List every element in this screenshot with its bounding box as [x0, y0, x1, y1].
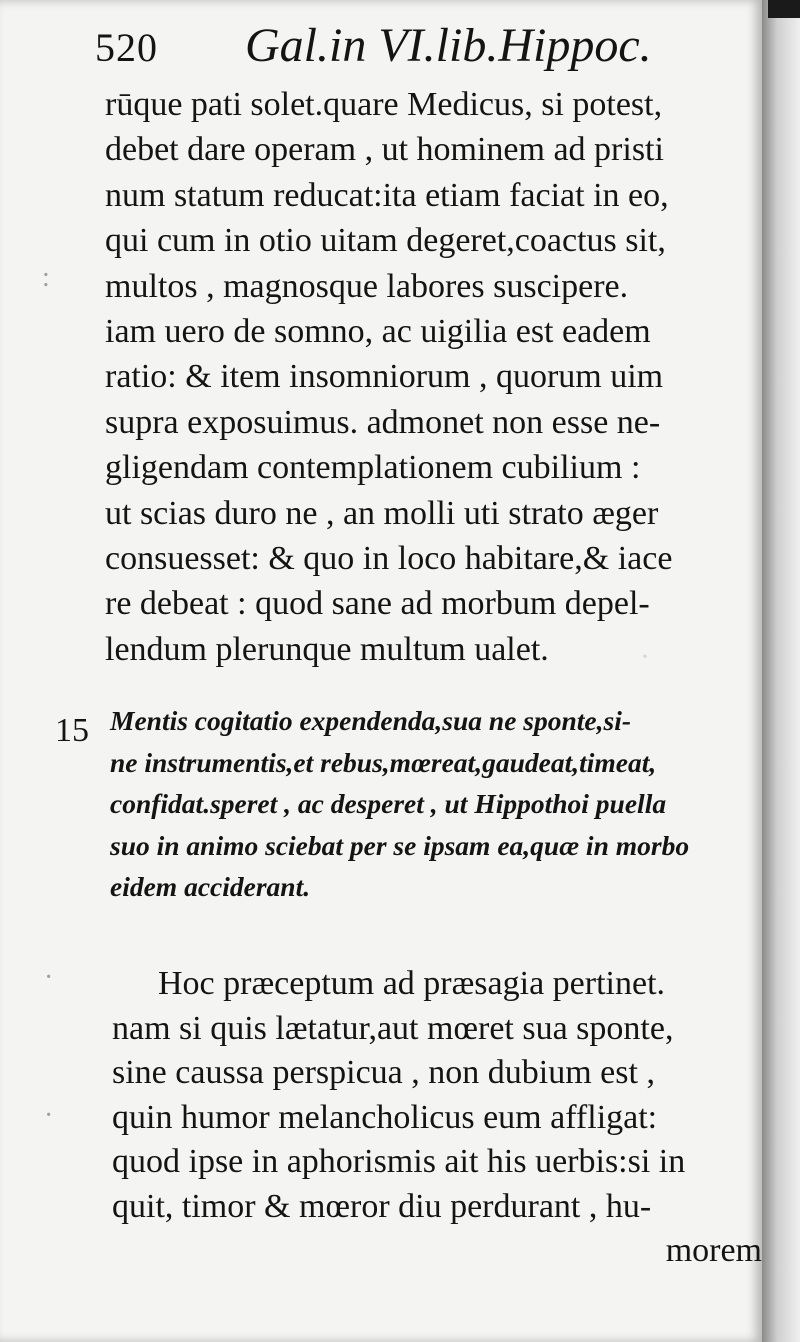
text-line: consuesset: & quo in loco habitare,& iace: [105, 540, 673, 578]
margin-mark: ·: [44, 1100, 54, 1131]
margin-mark: ·: [44, 962, 54, 993]
bleed-through-text: ·: [640, 640, 650, 673]
text-line: iam uero de somno, ac uigilia est eadem: [105, 313, 651, 351]
text-line: debet dare operam , ut hominem ad pristi: [105, 131, 664, 169]
commentary-line: nam si quis lætatur,aut mœret sua sponte,: [112, 1009, 674, 1047]
commentary-line: Hoc præceptum ad præsagia pertinet.: [158, 965, 666, 1002]
lemma-number: 15: [55, 712, 89, 749]
commentary-line: sine caussa perspicua , non dubium est ,: [112, 1054, 655, 1091]
text-line: ratio: & item insomniorum , quorum uim: [105, 358, 664, 396]
catchword: morem: [665, 1232, 762, 1269]
lemma-line: suo in animo sciebat per se ipsam ea,quæ in morbo: [110, 829, 690, 861]
commentary-line: quin humor melancholicus eum affligat:: [112, 1098, 658, 1136]
text-line: re debeat : quod sane ad morbum depel-: [105, 585, 650, 623]
margin-mark: :: [42, 262, 50, 293]
commentary-line: quit, timor & mœror diu perdurant , hu-: [112, 1187, 652, 1225]
text-line: multos , magnosque labores suscipere.: [105, 267, 629, 305]
text-line: ut scias duro ne , an molli uti strato æger: [105, 494, 659, 532]
text-line: rūque pati solet.quare Medicus, si potest,: [105, 86, 663, 123]
page-number: 520: [95, 25, 158, 70]
text-line: lendum plerunque multum ualet.: [105, 630, 549, 668]
body-text: [105, 82, 755, 672]
commentary-text: [112, 962, 762, 1274]
lemma-text: [110, 700, 760, 908]
lemma-line: confidat.speret , ac desperet , ut Hippothoi puella: [110, 788, 667, 820]
scan-edge: [768, 0, 800, 18]
book-gutter: [762, 0, 800, 1342]
text-line: num statum reducat:ita etiam faciat in eo,: [105, 176, 669, 214]
text-line: qui cum in otio uitam degeret,coactus sit,: [105, 222, 666, 260]
commentary-line: quod ipse in aphorismis ait his uerbis:si in: [112, 1143, 686, 1180]
text-line: supra exposuimus. admonet non esse ne-: [105, 403, 661, 441]
lemma-line: eidem acciderant.: [110, 871, 311, 903]
lemma-line: Mentis cogitatio expendenda,sua ne sponte,si-: [110, 705, 631, 736]
running-title: Gal.in VI.lib.Hippoc.: [245, 19, 652, 72]
page-header: [95, 18, 755, 78]
lemma-line: ne instrumentis,et rebus,mœreat,gaudeat,timeat,: [110, 746, 657, 778]
text-line: gligendam contemplationem cubilium :: [105, 449, 641, 487]
